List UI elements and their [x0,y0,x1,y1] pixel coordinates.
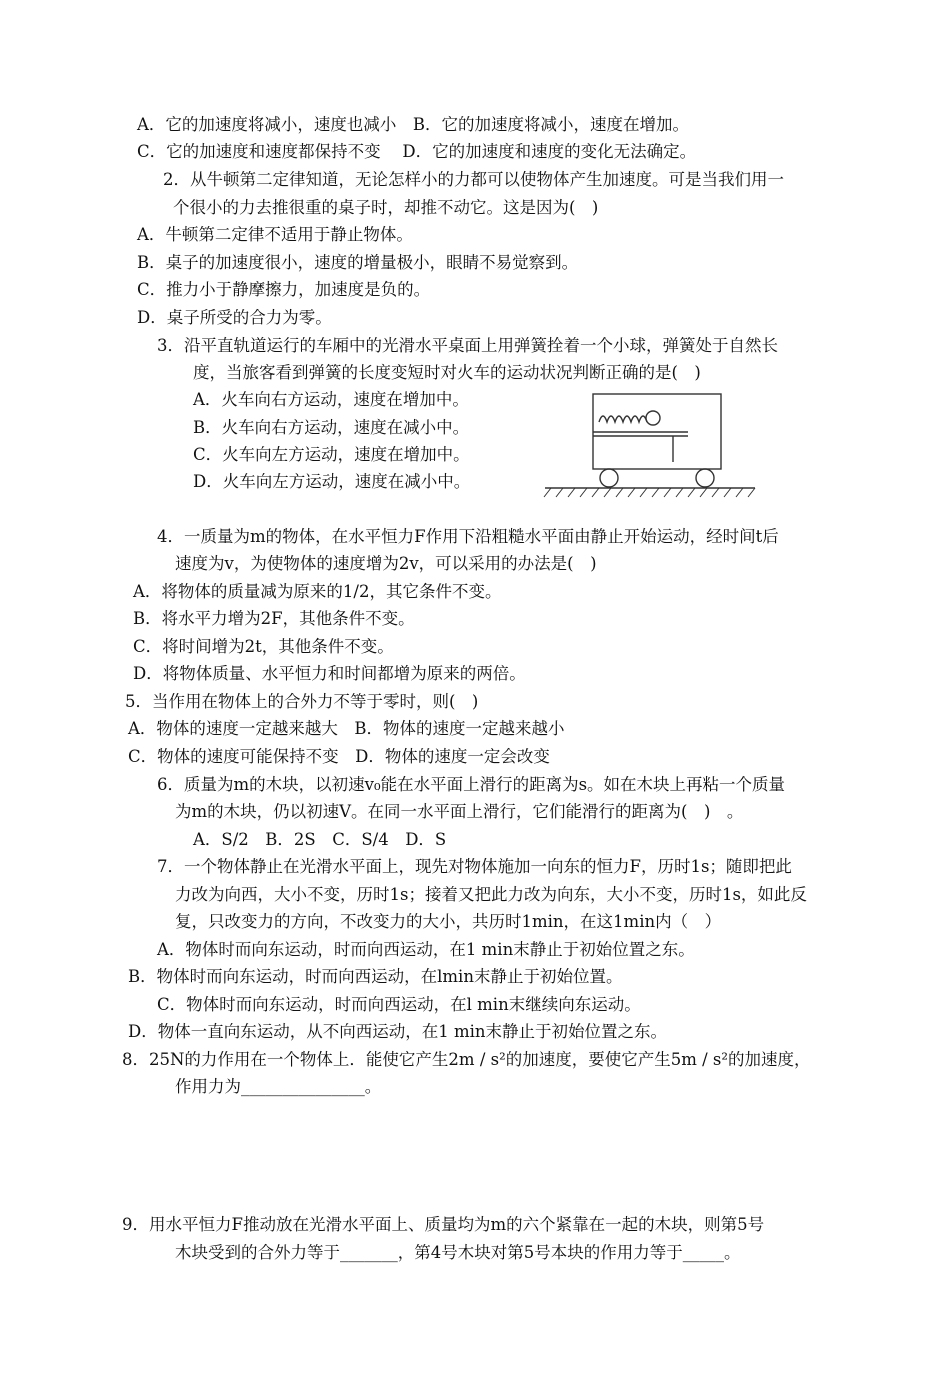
q1-option-c-d: C．它的加速度和速度都保持不变 D．它的加速度和速度的变化无法确定。 [137,142,697,161]
q8-stem: 8．25N的力作用在一个物体上．能使它产生2m / s²的加速度，要使它产生5m / s²的加速度， [122,1050,811,1069]
q3-option-c: C．火车向左方运动，速度在增加中。 [193,445,470,464]
q5-stem: 5．当作用在物体上的合外力不等于零时，则( ) [125,692,479,711]
q9-blank: 木块受到的合外力等于_______，第4号木块对第5号本块的作用力等于_____。 [175,1243,741,1262]
q7-option-a: A．物体时而向东运动，时而向西运动，在1 min末静止于初始位置之东。 [157,940,695,959]
q6-stem-cont: 为m的木块，仍以初速V。在同一水平面上滑行，它们能滑行的距离为( ) 。 [175,802,744,821]
q9-stem: 9．用水平恒力F推动放在光滑水平面上、质量均为m的六个紧靠在一起的木块，则第5号 [122,1215,765,1234]
q2-option-b: B．桌子的加速度很小，速度的增量极小，眼睛不易觉察到。 [137,253,579,272]
q4-option-a: A．将物体的质量减为原来的1/2，其它条件不变。 [133,582,502,601]
train-car-figure [543,392,757,502]
q4-option-d: D．将物体质量、水平恒力和时间都增为原来的两倍。 [133,664,526,683]
q7-stem: 7．一个物体静止在光滑水平面上，现先对物体施加一向东的恒力F，历时1s；随即把此 [157,857,792,876]
q2-stem: 2．从牛顿第二定律知道，无论怎样小的力都可以使物体产生加速度。可是当我们用一 [163,170,784,189]
q2-option-c: C．推力小于静摩擦力，加速度是负的。 [137,280,431,299]
ball [646,411,660,425]
spring [599,416,647,422]
wheel-left [600,469,618,487]
q2-option-d: D．桌子所受的合力为零。 [137,308,332,327]
q3-stem: 3．沿平直轨道运行的车厢中的光滑水平桌面上用弹簧拴着一个小球，弹簧处于自然长 [157,336,778,355]
q3-stem-cont: 度，当旅客看到弹簧的长度变短时对火车的运动状况判断正确的是( ) [193,363,701,382]
q7-option-c: C．物体时而向东运动，时而向西运动，在l min末继续向东运动。 [157,995,641,1014]
q4-stem-cont: 速度为v，为使物体的速度增为2v，可以采用的办法是( ) [175,554,597,573]
q8-blank: 作用力为_______________。 [175,1077,382,1096]
q4-option-c: C．将时间增为2t，其他条件不变。 [133,637,394,656]
q1-option-a-b: A．它的加速度将减小，速度也减小 B．它的加速度将减小，速度在增加。 [137,115,690,134]
q3-option-b: B．火车向右方运动，速度在减小中。 [193,418,470,437]
q5-option-a-b: A．物体的速度一定越来越大 B．物体的速度一定越来越小 [128,719,565,738]
q3-option-d: D．火车向左方运动，速度在减小中。 [193,472,471,491]
q3-option-a: A．火车向右方运动，速度在增加中。 [193,390,469,409]
wheel-right [696,469,714,487]
q7-stem-cont-1: 力改为向西，大小不变，历时1s；接着又把此力改为向东，大小不变，历时1s，如此反 [175,885,807,904]
q5-option-c-d: C．物体的速度可能保持不变 D．物体的速度一定会改变 [128,747,550,766]
q4-option-b: B．将水平力增为2F，其他条件不变。 [133,609,415,628]
q4-stem: 4．一质量为m的物体，在水平恒力F作用下沿粗糙水平面由静止开始运动，经时间t后 [157,527,779,546]
q6-stem: 6．质量为m的木块，以初速v₀能在水平面上滑行的距离为s。如在木块上再粘一个质量 [157,775,786,794]
q2-option-a: A．牛顿第二定律不适用于静止物体。 [137,225,413,244]
q6-options: A．S/2 B．2S C．S/4 D．S [193,830,447,849]
q7-option-b: B．物体时而向东运动，时而向西运动，在lmin末静止于初始位置。 [128,967,623,986]
q7-stem-cont-2: 复，只改变力的方向，不改变力的大小，共历时1min，在这1min内（ ） [175,912,722,931]
q2-stem-cont: 个很小的力去推很重的桌子时，却推不动它。这是因为( ) [173,198,599,217]
q7-option-d: D．物体一直向东运动，从不向西运动，在1 min末静止于初始位置之东。 [128,1022,668,1041]
